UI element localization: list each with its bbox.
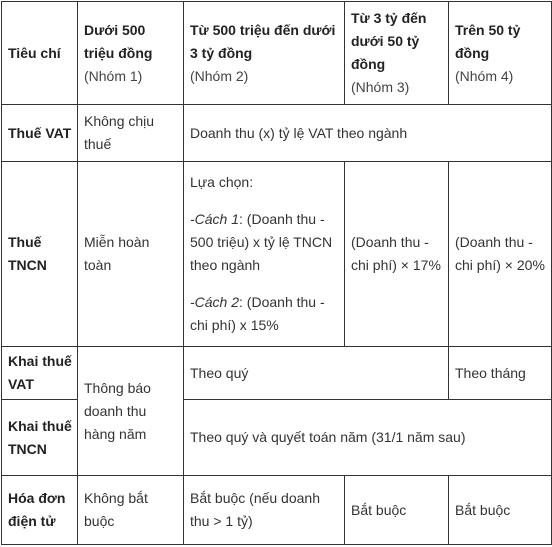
- table-row-vat: [2, 105, 552, 162]
- einvoice-group-2: [184, 476, 345, 545]
- header-group-2-sub: (Nhóm 2): [190, 67, 249, 84]
- einvoice-group-3-text: Bắt buộc: [351, 501, 407, 518]
- header-group-1-title: Dưới 500 triệu đồng: [84, 21, 153, 61]
- criteria-pit: [2, 162, 78, 347]
- criteria-einvoice: [2, 476, 78, 545]
- vat-group-2-to-4-text: Doanh thu (x) tỷ lệ VAT theo ngành: [190, 124, 408, 141]
- declaration-group-1: [78, 347, 184, 476]
- header-group-2-title: Từ 500 triệu đến dưới 3 tỷ đồng: [190, 21, 336, 61]
- pit-group-2: [184, 162, 345, 347]
- einvoice-group-3: [345, 476, 449, 545]
- pit-group-2-intro: Lựa chọn:: [190, 174, 254, 190]
- vat-declaration-group-2-to-3-text: Theo quý: [190, 364, 249, 381]
- einvoice-group-1-text: Không bắt buộc: [84, 490, 148, 529]
- pit-declaration-group-2-to-4-text: Theo quý và quyết toán năm (31/1 năm sau): [190, 429, 466, 445]
- tax-comparison-table: [1, 1, 552, 545]
- pit-group-2-option-1: [190, 208, 340, 277]
- header-criteria: [2, 2, 78, 105]
- criteria-vat-declaration-label: Khai thuế VAT: [8, 353, 72, 392]
- vat-declaration-group-4-text: Theo tháng: [455, 364, 526, 381]
- header-group-2: [184, 2, 345, 105]
- table-row-einvoice: [2, 476, 552, 545]
- criteria-pit-label: Thuế TNCN: [8, 234, 47, 273]
- vat-declaration-group-4: [449, 347, 552, 400]
- pit-option-1-label: -Cách 1: [190, 211, 240, 227]
- table-row-vat-declaration: [2, 347, 552, 400]
- einvoice-group-2-text: Bắt buộc (nếu doanh thu > 1 tỷ): [190, 490, 320, 529]
- criteria-vat: [2, 105, 78, 162]
- declaration-group-1-text: Thông báo doanh thu hàng năm: [84, 379, 151, 442]
- criteria-pit-declaration-label: Khai thuế TNCN: [8, 417, 72, 457]
- vat-group-2-to-4: [184, 105, 552, 162]
- header-group-3-sub: (Nhóm 3): [351, 79, 410, 95]
- vat-group-1-text: Không chịu thuế: [84, 113, 155, 152]
- pit-group-3-text: (Doanh thu - chi phí) × 17%: [351, 234, 441, 273]
- pit-option-1-text: : (Doanh thu - 500 triệu) x tỷ lệ TNCN theo ngành: [190, 211, 333, 273]
- pit-group-4-text: (Doanh thu - chi phí) × 20%: [455, 234, 545, 273]
- pit-group-2-option-2: [190, 291, 340, 337]
- header-criteria-label: Tiêu chí: [8, 44, 61, 61]
- pit-group-1-text: Miễn hoàn toàn: [84, 234, 150, 273]
- header-group-4-title: Trên 50 tỷ đồng: [455, 21, 521, 61]
- table-header-row: [2, 2, 552, 105]
- einvoice-group-4-text: Bắt buộc: [455, 501, 511, 518]
- vat-group-1: [78, 105, 184, 162]
- header-group-1: [78, 2, 184, 105]
- header-group-3: [345, 2, 449, 105]
- pit-group-1: [78, 162, 184, 347]
- pit-group-3: [345, 162, 449, 347]
- criteria-pit-declaration: [2, 400, 78, 476]
- header-group-3-title: Từ 3 tỷ đến dưới 50 tỷ đồng: [351, 10, 427, 72]
- criteria-vat-declaration: [2, 347, 78, 400]
- pit-option-2-text: : (Doanh thu - chi phí) x 15%: [190, 294, 325, 333]
- header-group-4: [449, 2, 552, 105]
- einvoice-group-4: [449, 476, 552, 545]
- criteria-einvoice-label: Hóa đơn điện tử: [8, 490, 66, 529]
- header-group-1-sub: (Nhóm 1): [84, 67, 143, 84]
- pit-option-2-label: -Cách 2: [190, 294, 240, 310]
- einvoice-group-1: [78, 476, 184, 545]
- vat-declaration-group-2-to-3: [184, 347, 449, 400]
- pit-declaration-group-2-to-4: [184, 400, 552, 476]
- criteria-vat-label: Thuế VAT: [8, 124, 72, 141]
- pit-group-4: [449, 162, 552, 347]
- table-row-pit: [2, 162, 552, 347]
- header-group-4-sub: (Nhóm 4): [455, 67, 514, 84]
